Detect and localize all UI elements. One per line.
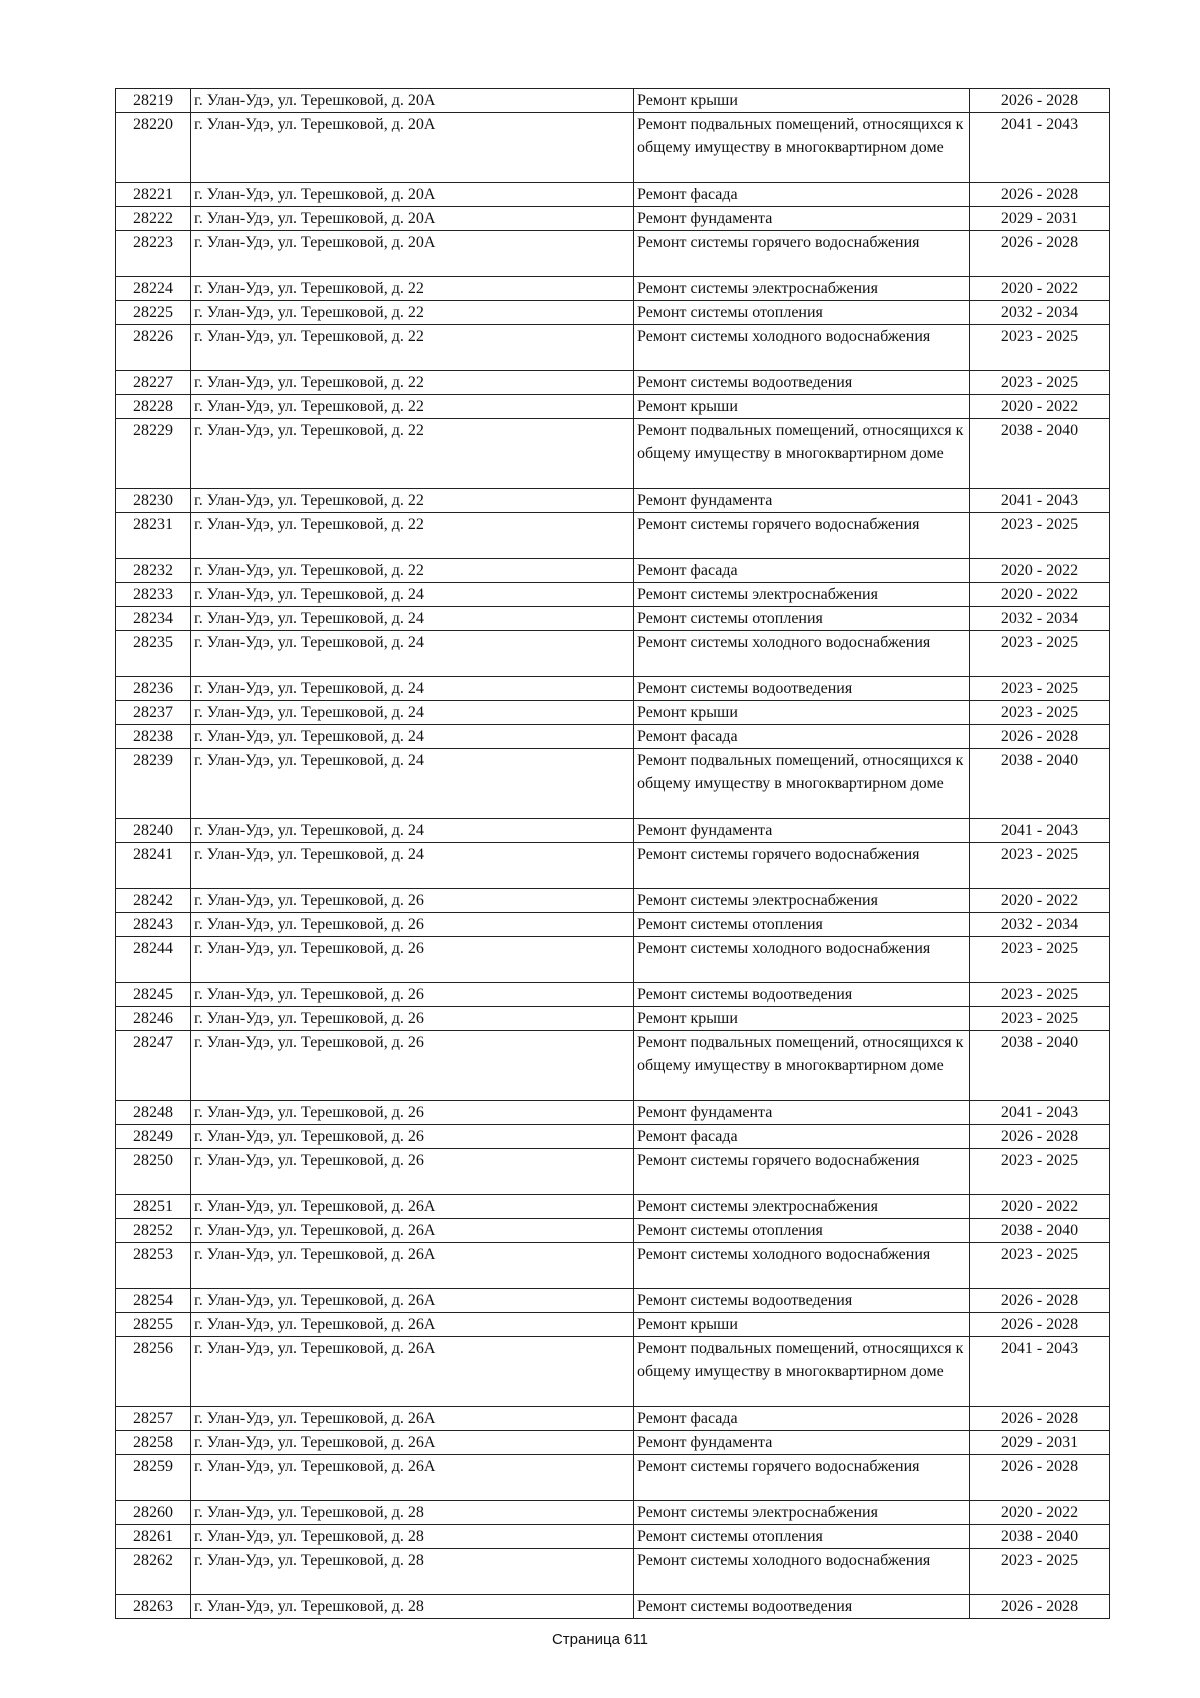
table-row	[116, 1195, 1110, 1219]
table-row	[116, 325, 1110, 371]
address-cell: г. Улан-Удэ, ул. Терешковой, д. 22	[191, 489, 634, 513]
table-row	[116, 1313, 1110, 1337]
work-type-cell: Ремонт фундамента	[634, 1101, 970, 1125]
work-type-cell: Ремонт фасада	[634, 183, 970, 207]
period-cell: 2023 - 2025	[970, 513, 1110, 559]
work-type-cell: Ремонт крыши	[634, 395, 970, 419]
work-type-cell: Ремонт фасада	[634, 1407, 970, 1431]
table-row	[116, 725, 1110, 749]
row-id-cell: 28237	[116, 701, 191, 725]
row-id-cell: 28239	[116, 749, 191, 819]
address-cell: г. Улан-Удэ, ул. Терешковой, д. 24	[191, 701, 634, 725]
table-row	[116, 1431, 1110, 1455]
table-row	[116, 583, 1110, 607]
period-cell: 2023 - 2025	[970, 371, 1110, 395]
row-id-cell: 28234	[116, 607, 191, 631]
work-type-cell: Ремонт системы горячего водоснабжения	[634, 1455, 970, 1501]
table-row	[116, 913, 1110, 937]
row-id-cell: 28224	[116, 277, 191, 301]
table-row	[116, 231, 1110, 277]
period-cell: 2020 - 2022	[970, 277, 1110, 301]
period-cell: 2023 - 2025	[970, 937, 1110, 983]
period-cell: 2023 - 2025	[970, 843, 1110, 889]
row-id-cell: 28247	[116, 1031, 191, 1101]
row-id-cell: 28220	[116, 113, 191, 183]
address-cell: г. Улан-Удэ, ул. Терешковой, д. 22	[191, 371, 634, 395]
row-id-cell: 28261	[116, 1525, 191, 1549]
period-cell: 2026 - 2028	[970, 725, 1110, 749]
row-id-cell: 28235	[116, 631, 191, 677]
address-cell: г. Улан-Удэ, ул. Терешковой, д. 26	[191, 913, 634, 937]
row-id-cell: 28253	[116, 1243, 191, 1289]
address-cell: г. Улан-Удэ, ул. Терешковой, д. 20А	[191, 207, 634, 231]
table-row	[116, 1289, 1110, 1313]
period-cell: 2041 - 2043	[970, 489, 1110, 513]
table-row	[116, 559, 1110, 583]
address-cell: г. Улан-Удэ, ул. Терешковой, д. 26А	[191, 1313, 634, 1337]
period-cell: 2026 - 2028	[970, 1455, 1110, 1501]
period-cell: 2038 - 2040	[970, 1525, 1110, 1549]
work-type-cell: Ремонт системы горячего водоснабжения	[634, 843, 970, 889]
work-type-cell: Ремонт фасада	[634, 1125, 970, 1149]
address-cell: г. Улан-Удэ, ул. Терешковой, д. 22	[191, 277, 634, 301]
address-cell: г. Улан-Удэ, ул. Терешковой, д. 26А	[191, 1455, 634, 1501]
period-cell: 2032 - 2034	[970, 607, 1110, 631]
address-cell: г. Улан-Удэ, ул. Терешковой, д. 26А	[191, 1243, 634, 1289]
row-id-cell: 28231	[116, 513, 191, 559]
row-id-cell: 28226	[116, 325, 191, 371]
table-row	[116, 301, 1110, 325]
table-row	[116, 1549, 1110, 1595]
work-type-cell: Ремонт системы электроснабжения	[634, 1501, 970, 1525]
work-type-cell: Ремонт системы водоотведения	[634, 1289, 970, 1313]
period-cell: 2029 - 2031	[970, 1431, 1110, 1455]
address-cell: г. Улан-Удэ, ул. Терешковой, д. 24	[191, 607, 634, 631]
period-cell: 2032 - 2034	[970, 301, 1110, 325]
table-row	[116, 1455, 1110, 1501]
address-cell: г. Улан-Удэ, ул. Терешковой, д. 26	[191, 1101, 634, 1125]
row-id-cell: 28222	[116, 207, 191, 231]
table-row	[116, 1125, 1110, 1149]
work-type-cell: Ремонт системы горячего водоснабжения	[634, 231, 970, 277]
address-cell: г. Улан-Удэ, ул. Терешковой, д. 26	[191, 889, 634, 913]
address-cell: г. Улан-Удэ, ул. Терешковой, д. 26А	[191, 1219, 634, 1243]
period-cell: 2038 - 2040	[970, 1219, 1110, 1243]
work-type-cell: Ремонт системы холодного водоснабжения	[634, 1549, 970, 1595]
table-row	[116, 277, 1110, 301]
table-row	[116, 207, 1110, 231]
address-cell: г. Улан-Удэ, ул. Терешковой, д. 26	[191, 1031, 634, 1101]
work-type-cell: Ремонт подвальных помещений, относящихся к общему имуществу в многоквартирном доме	[634, 419, 970, 489]
address-cell: г. Улан-Удэ, ул. Терешковой, д. 22	[191, 513, 634, 559]
table-row	[116, 983, 1110, 1007]
table-row	[116, 749, 1110, 819]
address-cell: г. Улан-Удэ, ул. Терешковой, д. 22	[191, 419, 634, 489]
row-id-cell: 28244	[116, 937, 191, 983]
work-type-cell: Ремонт системы водоотведения	[634, 371, 970, 395]
work-type-cell: Ремонт фундамента	[634, 1431, 970, 1455]
period-cell: 2041 - 2043	[970, 1101, 1110, 1125]
address-cell: г. Улан-Удэ, ул. Терешковой, д. 28	[191, 1501, 634, 1525]
table-row	[116, 89, 1110, 113]
table-row	[116, 513, 1110, 559]
table-row	[116, 1243, 1110, 1289]
period-cell: 2026 - 2028	[970, 183, 1110, 207]
row-id-cell: 28233	[116, 583, 191, 607]
table-row	[116, 1101, 1110, 1125]
period-cell: 2023 - 2025	[970, 1149, 1110, 1195]
address-cell: г. Улан-Удэ, ул. Терешковой, д. 26А	[191, 1407, 634, 1431]
table-row	[116, 1407, 1110, 1431]
address-cell: г. Улан-Удэ, ул. Терешковой, д. 24	[191, 843, 634, 889]
address-cell: г. Улан-Удэ, ул. Терешковой, д. 28	[191, 1595, 634, 1619]
work-type-cell: Ремонт системы холодного водоснабжения	[634, 631, 970, 677]
table-row	[116, 1595, 1110, 1619]
row-id-cell: 28241	[116, 843, 191, 889]
period-cell: 2026 - 2028	[970, 231, 1110, 277]
table-row	[116, 419, 1110, 489]
address-cell: г. Улан-Удэ, ул. Терешковой, д. 26	[191, 1149, 634, 1195]
work-type-cell: Ремонт системы электроснабжения	[634, 889, 970, 913]
period-cell: 2026 - 2028	[970, 1289, 1110, 1313]
table-row	[116, 819, 1110, 843]
table-row	[116, 843, 1110, 889]
row-id-cell: 28249	[116, 1125, 191, 1149]
row-id-cell: 28248	[116, 1101, 191, 1125]
address-cell: г. Улан-Удэ, ул. Терешковой, д. 20А	[191, 113, 634, 183]
row-id-cell: 28246	[116, 1007, 191, 1031]
row-id-cell: 28221	[116, 183, 191, 207]
work-type-cell: Ремонт системы электроснабжения	[634, 1195, 970, 1219]
work-type-cell: Ремонт системы отопления	[634, 913, 970, 937]
work-type-cell: Ремонт подвальных помещений, относящихся к общему имуществу в многоквартирном доме	[634, 1337, 970, 1407]
row-id-cell: 28223	[116, 231, 191, 277]
row-id-cell: 28262	[116, 1549, 191, 1595]
row-id-cell: 28240	[116, 819, 191, 843]
period-cell: 2041 - 2043	[970, 819, 1110, 843]
row-id-cell: 28225	[116, 301, 191, 325]
work-type-cell: Ремонт фасада	[634, 725, 970, 749]
work-type-cell: Ремонт фундамента	[634, 819, 970, 843]
work-type-cell: Ремонт фундамента	[634, 489, 970, 513]
row-id-cell: 28219	[116, 89, 191, 113]
table-row	[116, 183, 1110, 207]
period-cell: 2029 - 2031	[970, 207, 1110, 231]
work-type-cell: Ремонт системы холодного водоснабжения	[634, 937, 970, 983]
period-cell: 2023 - 2025	[970, 983, 1110, 1007]
row-id-cell: 28242	[116, 889, 191, 913]
period-cell: 2020 - 2022	[970, 1195, 1110, 1219]
repair-schedule-table	[115, 88, 1110, 1619]
work-type-cell: Ремонт системы водоотведения	[634, 983, 970, 1007]
period-cell: 2023 - 2025	[970, 325, 1110, 371]
address-cell: г. Улан-Удэ, ул. Терешковой, д. 22	[191, 395, 634, 419]
address-cell: г. Улан-Удэ, ул. Терешковой, д. 26А	[191, 1337, 634, 1407]
address-cell: г. Улан-Удэ, ул. Терешковой, д. 24	[191, 583, 634, 607]
work-type-cell: Ремонт системы водоотведения	[634, 1595, 970, 1619]
work-type-cell: Ремонт крыши	[634, 1313, 970, 1337]
table-row	[116, 395, 1110, 419]
table-row	[116, 631, 1110, 677]
work-type-cell: Ремонт подвальных помещений, относящихся к общему имуществу в многоквартирном доме	[634, 113, 970, 183]
address-cell: г. Улан-Удэ, ул. Терешковой, д. 22	[191, 301, 634, 325]
row-id-cell: 28254	[116, 1289, 191, 1313]
work-type-cell: Ремонт системы отопления	[634, 607, 970, 631]
table-row	[116, 937, 1110, 983]
table-row	[116, 677, 1110, 701]
work-type-cell: Ремонт системы горячего водоснабжения	[634, 1149, 970, 1195]
period-cell: 2023 - 2025	[970, 701, 1110, 725]
period-cell: 2032 - 2034	[970, 913, 1110, 937]
period-cell: 2026 - 2028	[970, 89, 1110, 113]
work-type-cell: Ремонт фасада	[634, 559, 970, 583]
row-id-cell: 28243	[116, 913, 191, 937]
period-cell: 2026 - 2028	[970, 1407, 1110, 1431]
work-type-cell: Ремонт крыши	[634, 89, 970, 113]
address-cell: г. Улан-Удэ, ул. Терешковой, д. 20А	[191, 183, 634, 207]
row-id-cell: 28252	[116, 1219, 191, 1243]
address-cell: г. Улан-Удэ, ул. Терешковой, д. 26А	[191, 1289, 634, 1313]
address-cell: г. Улан-Удэ, ул. Терешковой, д. 24	[191, 725, 634, 749]
work-type-cell: Ремонт крыши	[634, 1007, 970, 1031]
period-cell: 2041 - 2043	[970, 1337, 1110, 1407]
address-cell: г. Улан-Удэ, ул. Терешковой, д. 26А	[191, 1195, 634, 1219]
row-id-cell: 28238	[116, 725, 191, 749]
work-type-cell: Ремонт системы водоотведения	[634, 677, 970, 701]
period-cell: 2020 - 2022	[970, 1501, 1110, 1525]
work-type-cell: Ремонт системы холодного водоснабжения	[634, 1243, 970, 1289]
row-id-cell: 28227	[116, 371, 191, 395]
row-id-cell: 28258	[116, 1431, 191, 1455]
address-cell: г. Улан-Удэ, ул. Терешковой, д. 24	[191, 819, 634, 843]
table-row	[116, 1031, 1110, 1101]
row-id-cell: 28250	[116, 1149, 191, 1195]
period-cell: 2020 - 2022	[970, 395, 1110, 419]
row-id-cell: 28232	[116, 559, 191, 583]
row-id-cell: 28259	[116, 1455, 191, 1501]
row-id-cell: 28255	[116, 1313, 191, 1337]
address-cell: г. Улан-Удэ, ул. Терешковой, д. 26	[191, 1125, 634, 1149]
address-cell: г. Улан-Удэ, ул. Терешковой, д. 20А	[191, 89, 634, 113]
work-type-cell: Ремонт крыши	[634, 701, 970, 725]
row-id-cell: 28236	[116, 677, 191, 701]
address-cell: г. Улан-Удэ, ул. Терешковой, д. 20А	[191, 231, 634, 277]
address-cell: г. Улан-Удэ, ул. Терешковой, д. 26А	[191, 1431, 634, 1455]
period-cell: 2026 - 2028	[970, 1313, 1110, 1337]
address-cell: г. Улан-Удэ, ул. Терешковой, д. 22	[191, 559, 634, 583]
row-id-cell: 28251	[116, 1195, 191, 1219]
table-row	[116, 1337, 1110, 1407]
period-cell: 2026 - 2028	[970, 1595, 1110, 1619]
work-type-cell: Ремонт системы отопления	[634, 301, 970, 325]
period-cell: 2038 - 2040	[970, 749, 1110, 819]
work-type-cell: Ремонт системы электроснабжения	[634, 277, 970, 301]
row-id-cell: 28256	[116, 1337, 191, 1407]
work-type-cell: Ремонт подвальных помещений, относящихся к общему имуществу в многоквартирном доме	[634, 1031, 970, 1101]
row-id-cell: 28229	[116, 419, 191, 489]
period-cell: 2026 - 2028	[970, 1125, 1110, 1149]
period-cell: 2038 - 2040	[970, 1031, 1110, 1101]
table-row	[116, 1007, 1110, 1031]
table-row	[116, 607, 1110, 631]
period-cell: 2020 - 2022	[970, 559, 1110, 583]
row-id-cell: 28260	[116, 1501, 191, 1525]
address-cell: г. Улан-Удэ, ул. Терешковой, д. 28	[191, 1525, 634, 1549]
address-cell: г. Улан-Удэ, ул. Терешковой, д. 24	[191, 677, 634, 701]
table-body	[116, 89, 1110, 1619]
period-cell: 2023 - 2025	[970, 631, 1110, 677]
table-row	[116, 489, 1110, 513]
work-type-cell: Ремонт фундамента	[634, 207, 970, 231]
address-cell: г. Улан-Удэ, ул. Терешковой, д. 28	[191, 1549, 634, 1595]
table-row	[116, 371, 1110, 395]
table-row	[116, 113, 1110, 183]
work-type-cell: Ремонт системы холодного водоснабжения	[634, 325, 970, 371]
work-type-cell: Ремонт системы электроснабжения	[634, 583, 970, 607]
row-id-cell: 28230	[116, 489, 191, 513]
table-row	[116, 1219, 1110, 1243]
address-cell: г. Улан-Удэ, ул. Терешковой, д. 24	[191, 631, 634, 677]
table-row	[116, 701, 1110, 725]
period-cell: 2023 - 2025	[970, 1549, 1110, 1595]
page-number: Страница 611	[551, 1631, 649, 1648]
work-type-cell: Ремонт системы отопления	[634, 1525, 970, 1549]
address-cell: г. Улан-Удэ, ул. Терешковой, д. 24	[191, 749, 634, 819]
row-id-cell: 28257	[116, 1407, 191, 1431]
period-cell: 2041 - 2043	[970, 113, 1110, 183]
period-cell: 2023 - 2025	[970, 1007, 1110, 1031]
address-cell: г. Улан-Удэ, ул. Терешковой, д. 26	[191, 937, 634, 983]
address-cell: г. Улан-Удэ, ул. Терешковой, д. 22	[191, 325, 634, 371]
period-cell: 2020 - 2022	[970, 583, 1110, 607]
work-type-cell: Ремонт системы отопления	[634, 1219, 970, 1243]
row-id-cell: 28263	[116, 1595, 191, 1619]
work-type-cell: Ремонт системы горячего водоснабжения	[634, 513, 970, 559]
work-type-cell: Ремонт подвальных помещений, относящихся к общему имуществу в многоквартирном доме	[634, 749, 970, 819]
table-row	[116, 1525, 1110, 1549]
table-row	[116, 889, 1110, 913]
period-cell: 2020 - 2022	[970, 889, 1110, 913]
period-cell: 2038 - 2040	[970, 419, 1110, 489]
period-cell: 2023 - 2025	[970, 1243, 1110, 1289]
row-id-cell: 28245	[116, 983, 191, 1007]
table-row	[116, 1149, 1110, 1195]
address-cell: г. Улан-Удэ, ул. Терешковой, д. 26	[191, 1007, 634, 1031]
row-id-cell: 28228	[116, 395, 191, 419]
table-row	[116, 1501, 1110, 1525]
period-cell: 2023 - 2025	[970, 677, 1110, 701]
address-cell: г. Улан-Удэ, ул. Терешковой, д. 26	[191, 983, 634, 1007]
